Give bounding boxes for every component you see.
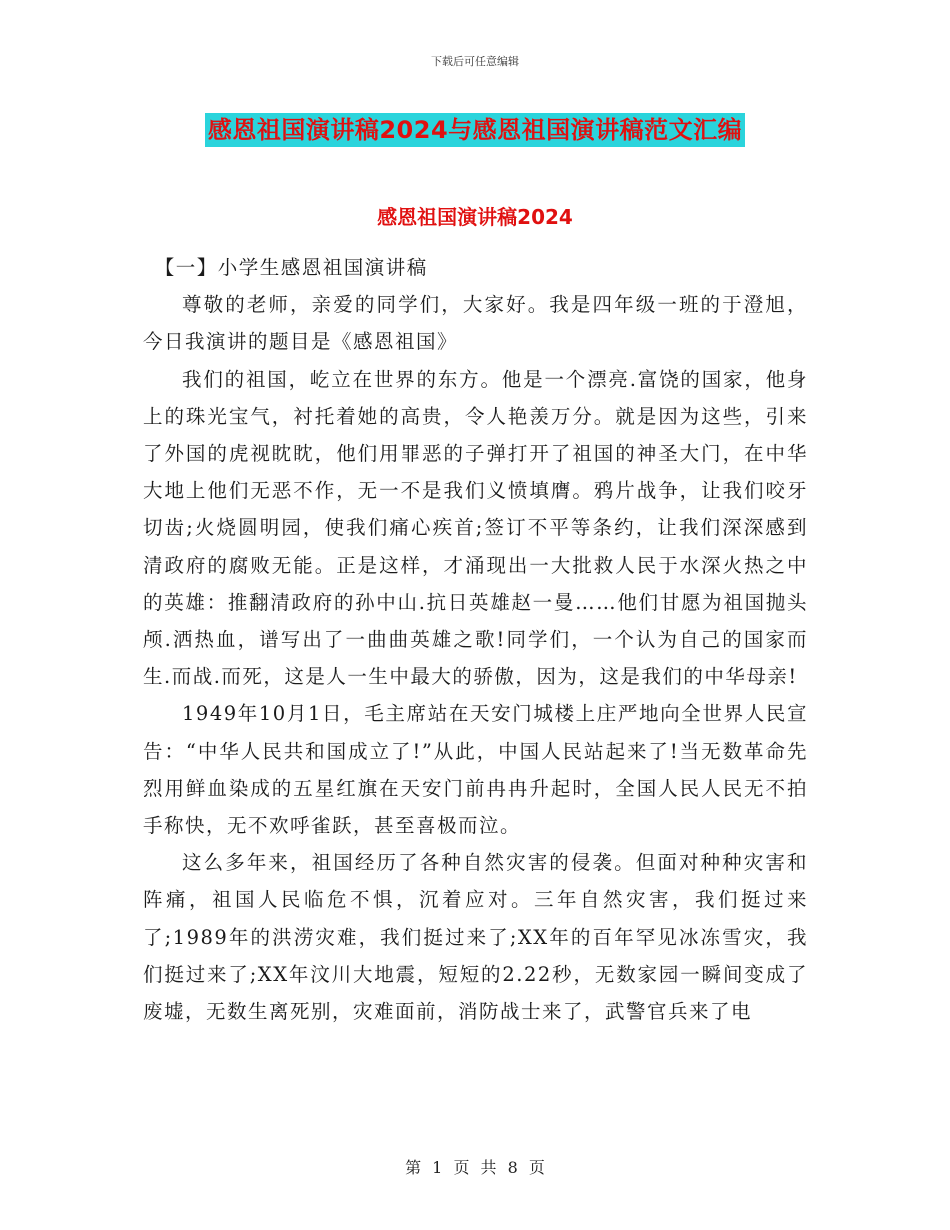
document-title: 感恩祖国演讲稿2024与感恩祖国演讲稿范文汇编 (205, 113, 745, 147)
paragraph: 我们的祖国，屹立在世界的东方。他是一个漂亮.富饶的国家，他身上的珠光宝气，衬托着她的高贵，令人艳羡万分。就是因为这些，引来了外国的虎视眈眈，他们用罪恶的子弹打开了祖国的神圣大门，在中华大地上他们无恶不作，无一不是我们义愤填膺。鸦片战争，让我们咬牙切齿;火烧圆明园，使我们痛心疾首;签订不平等条约，让我们深深感到清政府的腐败无能。正是这样，才涌现出一大批救人民于水深火热之中的英雄：推翻清政府的孙中山.抗日英雄赵一曼……他们甘愿为祖国抛头颅.洒热血，谱写出了一曲曲英雄之歌!同学们，一个认为自己的国家而生.而战.而死，这是人一生中最大的骄傲，因为，这是我们的中华母亲! (143, 367, 808, 689)
paragraph: 这么多年来，祖国经历了各种自然灾害的侵袭。但面对种种灾害和阵痛，祖国人民临危不惧，沉着应对。三年自然灾害，我们挺过来了;1989年的洪涝灾难，我们挺过来了;XX年的百年罕见冰冻雪灾，我们挺过来了;XX年汶川大地震，短短的2.22秒，无数家园一瞬间变成了废墟，无数生离死别，灾难面前，消防战士来了，武警官兵来了电 (143, 851, 808, 1024)
paragraph: 1949年10月1日，毛主席站在天安门城楼上庄严地向全世界人民宣告：“中华人民共和国成立了!”从此，中国人民站起来了!当无数革命先烈用鲜血染成的五星红旗在天安门前冉冉升起时，全国人民人民无不拍手称快，无不欢呼雀跃，甚至喜极而泣。 (143, 702, 808, 838)
section-title: 感恩祖国演讲稿2024 (377, 205, 573, 229)
document-title-container (0, 113, 950, 147)
subheading: 【一】小学生感恩祖国演讲稿 (154, 256, 428, 279)
page-number: 第 1 页 共 8 页 (405, 1158, 545, 1177)
header-note: 下载后可任意编辑 (431, 55, 519, 68)
paragraph: 尊敬的老师，亲爱的同学们，大家好。我是四年级一班的于澄旭，今日我演讲的题目是《感恩祖国》 (143, 293, 808, 354)
document-body (143, 249, 808, 1030)
